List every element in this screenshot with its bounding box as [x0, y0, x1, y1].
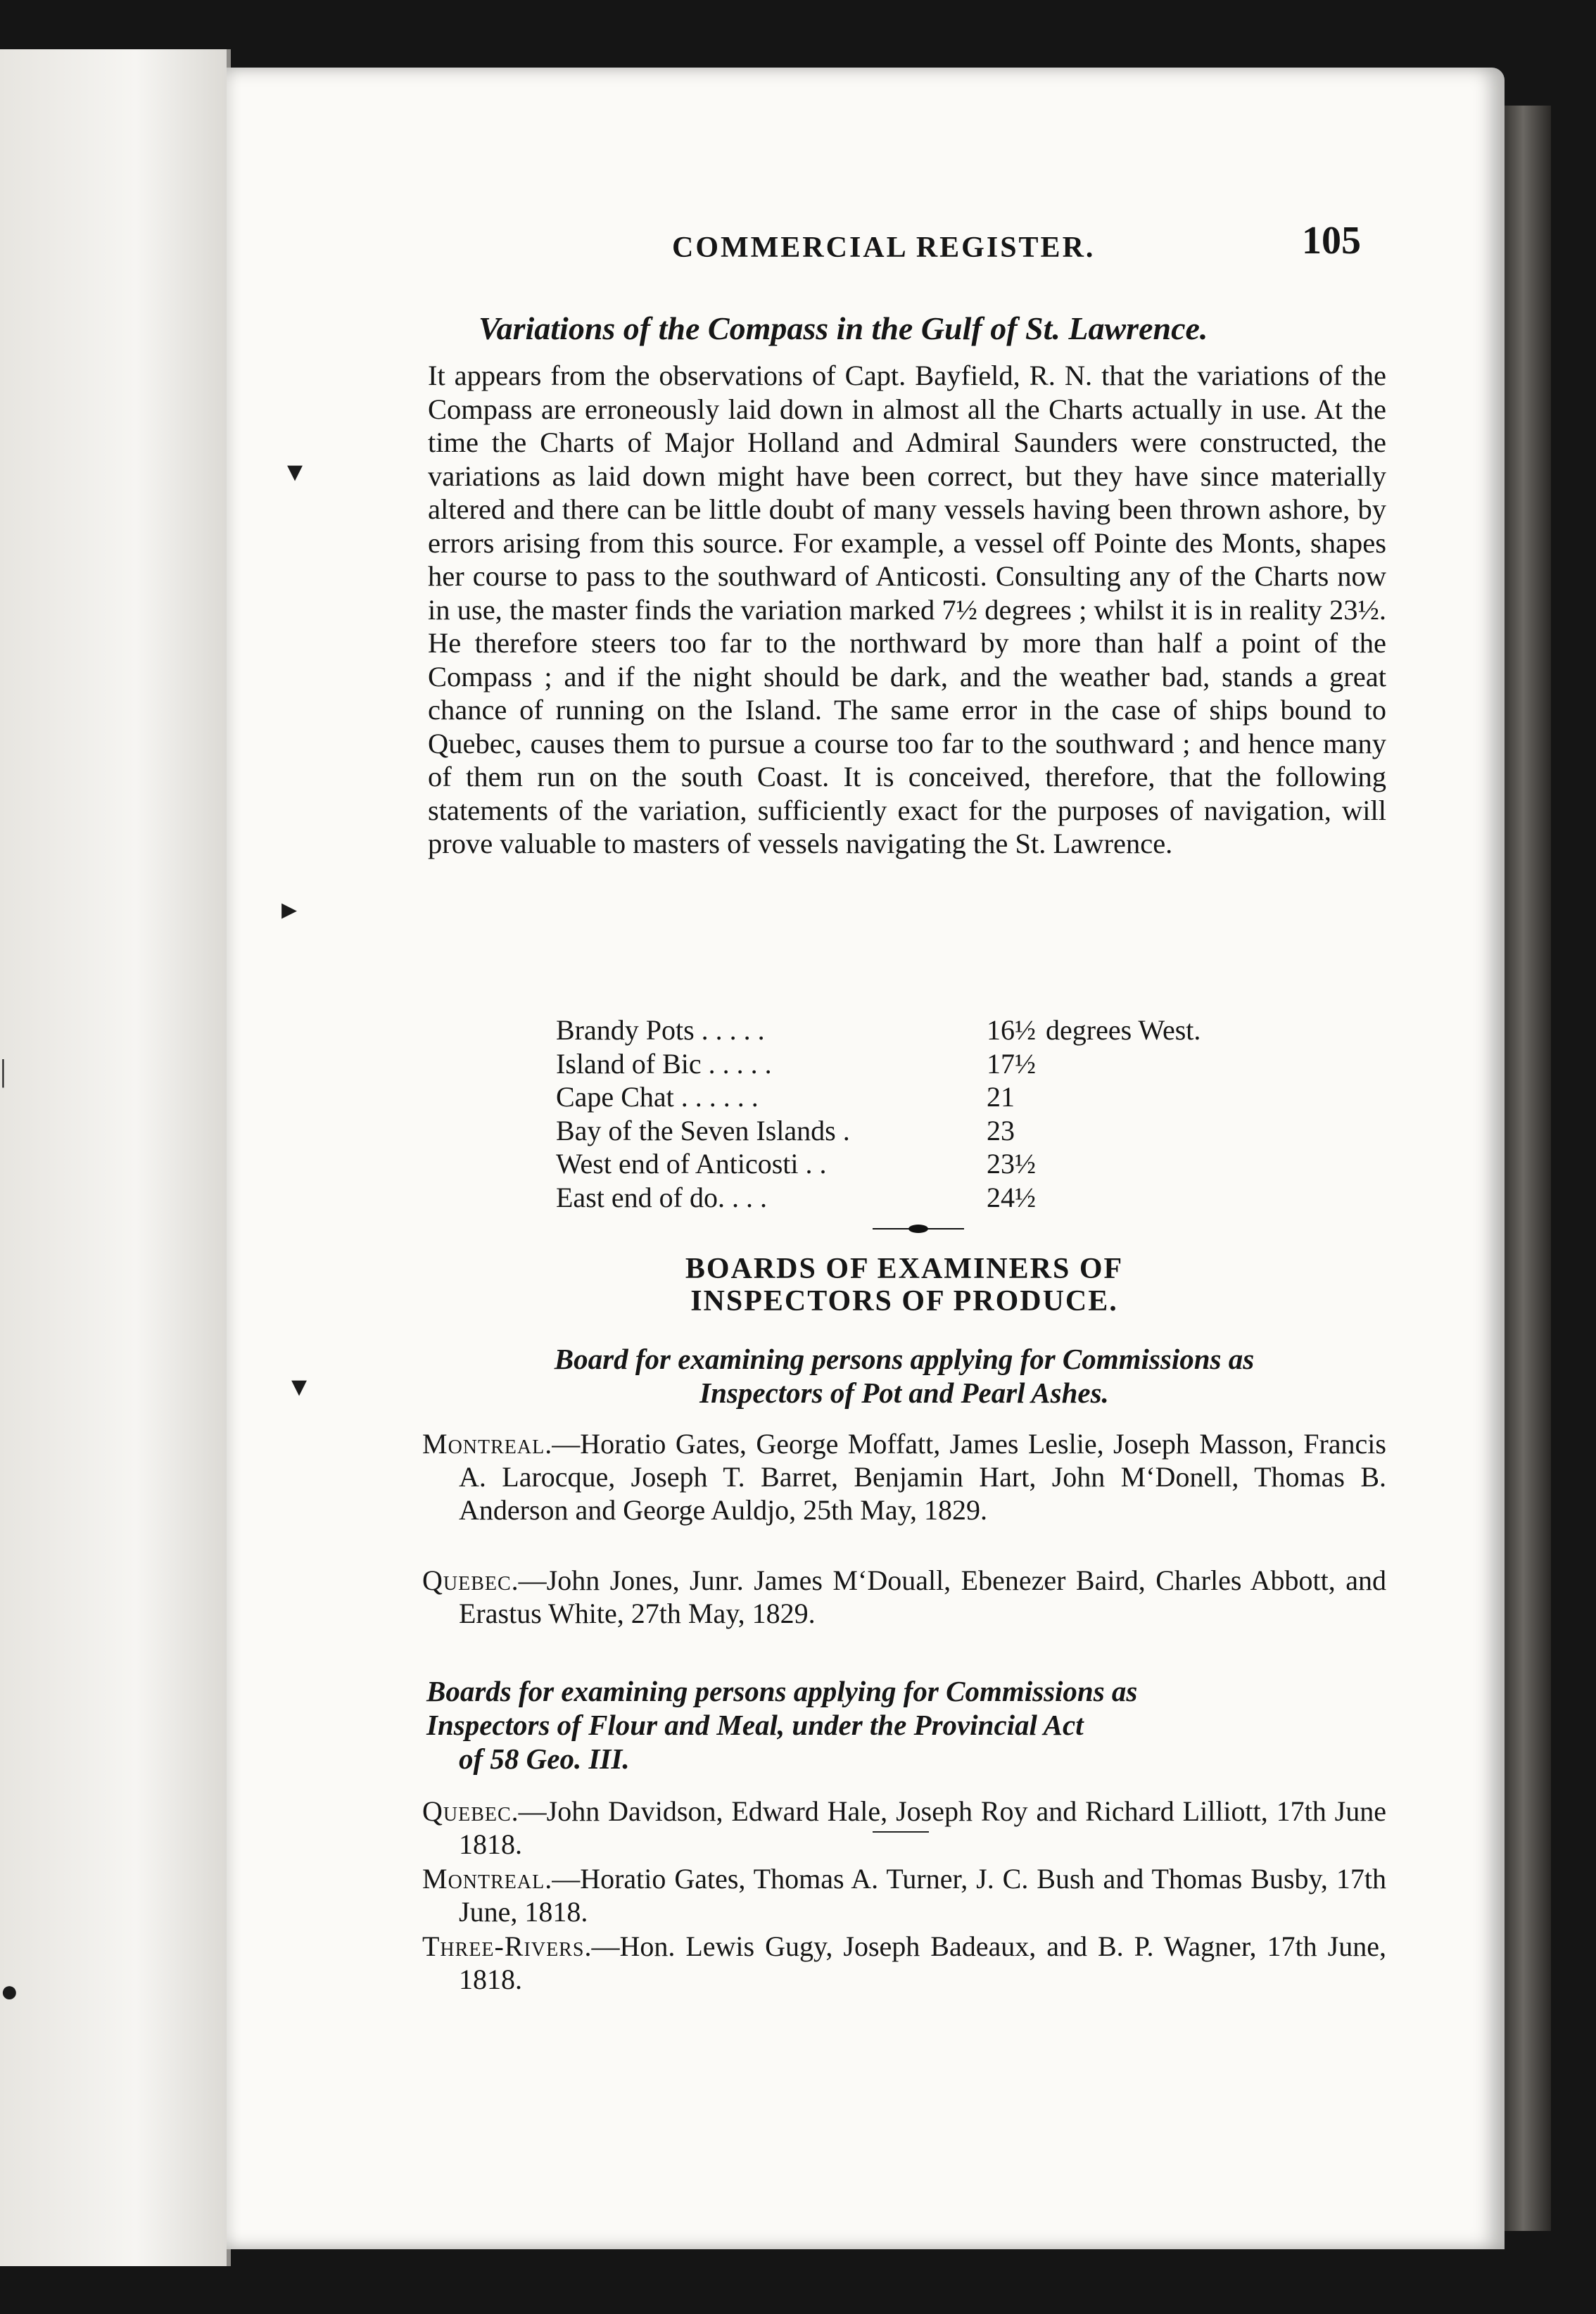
compass-paragraph: It appears from the observations of Capt. Bayfield, R. N. that the variations of the Compass are erroneously laid down in almost all the Charts actually in use. At the time the Charts of Major Holland and Admiral Saunders were constructed, the variations as laid down might have been correct, but they have since materially altered and there can be little doubt of many vessels having been thrown ashore, by errors arising from this source. For example, a vessel off Pointe des Monts, shapes her course to pass to the southward of Anticosti. Consulting any of the Charts now in use, the master finds the variation marked 7½ degrees ; whilst it is in reality 23½. He therefore steers too far to the northward by more than half a point of the Compass ; and if the night should be dark, and the weather bad, stands a great chance of running on the Island. The same error in the case of ships bound to Quebec, causes them to pursue a course too far to the southward ; and hence many of them run on the south Coast. It is conceived, therefore, that the following statements of the variation, sufficiently exact for the purposes of navigation, will prove valuable to masters of vessels navigating the St. Lawrence. — [428, 360, 1386, 859]
place-name: Island of Bic . . . . . — [556, 1047, 772, 1080]
entry-members: .—Horatio Gates, George Moffatt, James Leslie, Joseph Masson, Francis A. Larocque, Joseph T. Barret, Benjamin Hart, John M‘Donell, Thomas B. Anderson and George Auldjo, 25th May, 1829. — [459, 1428, 1386, 1526]
page-number: 105 — [1302, 219, 1361, 263]
section-title: Variations of the Compass in the Gulf of St. Lawrence. — [479, 310, 1208, 346]
entry-members: .—Horatio Gates, Thomas A. Turner, J. C. Bush and Thomas Busby, 17th June, 1818. — [459, 1863, 1386, 1928]
margin-mark: ● — [0, 1974, 19, 2009]
page-header — [422, 211, 1386, 267]
table-row — [556, 1080, 1330, 1114]
flour-meal-title-line1: Boards for examining persons applying for Commissions as — [426, 1675, 1138, 1707]
entry-members: .—John Jones, Junr. James M‘Douall, Ebenezer Baird, Charles Abbott, and Erastus White, 27th May, 1829. — [459, 1564, 1386, 1629]
board-entry — [422, 1862, 1386, 1928]
page-edges — [1505, 106, 1551, 2231]
entry-place: Montreal — [422, 1428, 545, 1460]
entry-place: Quebec — [422, 1795, 512, 1827]
table-row — [556, 1181, 1330, 1215]
place-name: East end of do. . . . — [556, 1181, 767, 1213]
board-entry — [422, 1564, 1386, 1630]
section-divider-ornament — [908, 1225, 928, 1233]
board-entry — [422, 1795, 1386, 1861]
entry-place: Montreal — [422, 1863, 545, 1895]
variation-note: degrees West. — [1046, 1014, 1201, 1046]
variation-value: 16½ — [987, 1014, 1036, 1046]
place-name: West end of Anticosti . . — [556, 1148, 827, 1180]
place-name: Brandy Pots . . . . . — [556, 1014, 765, 1046]
variation-value: 23 — [987, 1114, 1015, 1146]
table-row — [556, 1114, 1330, 1148]
board-entry — [422, 1427, 1386, 1526]
variation-value: 23½ — [987, 1148, 1036, 1180]
pot-pearl-title-line2: Inspectors of Pot and Pearl Ashes. — [699, 1377, 1109, 1409]
facing-page — [0, 49, 231, 2266]
variation-value: 24½ — [987, 1181, 1036, 1213]
variation-value: 21 — [987, 1081, 1015, 1113]
margin-mark: ▾ — [287, 454, 303, 488]
entry-members: .—Hon. Lewis Gugy, Joseph Badeaux, and B. P. Wagner, 17th June, 1818. — [459, 1930, 1386, 1995]
boards-heading: BOARDS OF EXAMINERS OF INSPECTORS OF PRODUCE. — [685, 1253, 1124, 1317]
variation-value: 17½ — [987, 1047, 1036, 1080]
running-title: COMMERCIAL REGISTER. — [672, 232, 1096, 264]
table-row — [556, 1047, 1330, 1081]
entry-place: Three-Rivers — [422, 1930, 585, 1962]
margin-mark: | — [0, 1054, 6, 1088]
variation-table — [556, 1013, 1330, 1214]
pot-pearl-title-line1: Board for examining persons applying for Commissions as — [554, 1343, 1255, 1375]
table-row — [556, 1013, 1330, 1047]
margin-mark: ▾ — [291, 1369, 308, 1403]
place-name: Cape Chat . . . . . . — [556, 1081, 759, 1113]
flour-meal-title-line3: of 58 Geo. III. — [459, 1743, 630, 1775]
table-row — [556, 1147, 1330, 1181]
margin-mark: ▸ — [281, 892, 298, 926]
board-entry — [422, 1930, 1386, 1996]
flour-meal-title-line2: Inspectors of Flour and Meal, under the Provincial Act — [426, 1709, 1084, 1741]
place-name: Bay of the Seven Islands . — [556, 1114, 850, 1146]
entry-place: Quebec — [422, 1564, 512, 1596]
entry-members: .—John Davidson, Edward Hale, Joseph Roy and Richard Lilliott, 17th June 1818. — [459, 1795, 1386, 1860]
